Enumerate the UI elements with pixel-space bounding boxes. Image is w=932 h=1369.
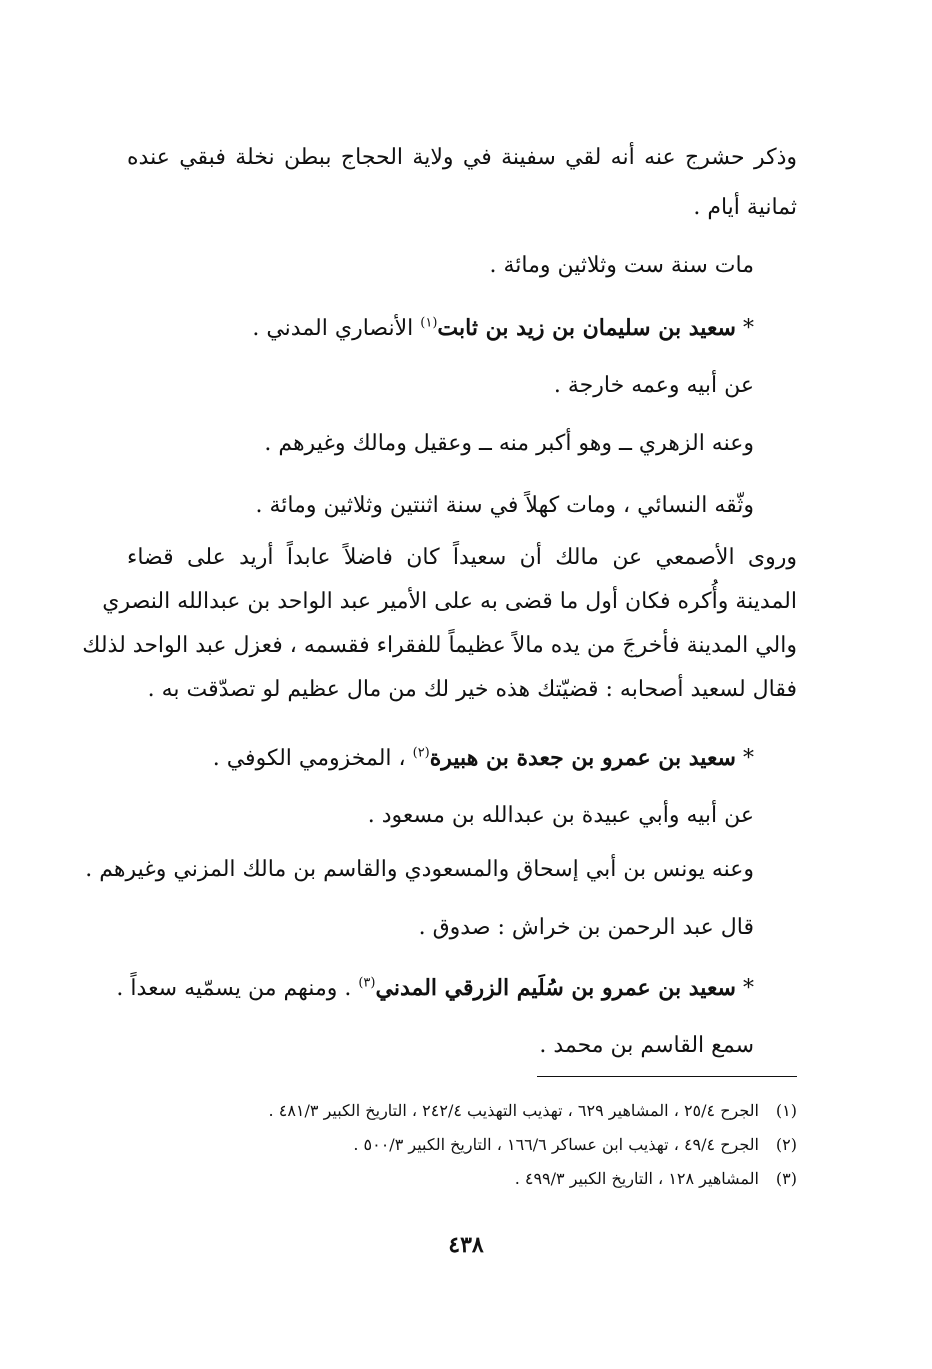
text-line: والي المدينة فأخرجَ من يده مالاً عظيماً للفقراء فقسمه ، فعزل عبد الواحد لذلك	[82, 633, 797, 658]
text-line: وذكر حشرج عنه أنه لقي سفينة في ولاية الحجاج ببطن نخلة فبقي عنده	[127, 145, 797, 170]
entry-heading	[127, 738, 754, 779]
text-line: عن أبيه وأبي عبيدة بن عبدالله بن مسعود .	[367, 803, 754, 828]
footnote-text: الجرح ٤٩/٤ ، تهذيب ابن عساكر ١٦٦/٦ ، التاريخ الكبير ٥٠٠/٣ .	[353, 1135, 759, 1154]
footnote-divider	[537, 1076, 797, 1077]
text-line: قال عبد الرحمن بن خراش : صدوق .	[418, 915, 754, 940]
paragraph-first-line: وروى الأصمعي عن مالك أن سعيداً كان فاضلاً عابداً أريد على قضاء	[127, 545, 797, 570]
text-line: ثمانية أيام .	[693, 195, 797, 220]
footnote	[127, 1166, 797, 1192]
entry-marker: *	[743, 746, 754, 771]
text-line: مات سنة ست وثلاثين ومائة .	[489, 253, 754, 278]
footnote-text: المشاهير ١٢٨ ، التاريخ الكبير ٤٩٩/٣ .	[514, 1169, 759, 1188]
footnote	[127, 1098, 797, 1124]
entry-nisba: الأنصاري المدني .	[252, 316, 421, 341]
text-line: وثّقه النسائي ، ومات كهلاً في سنة اثنتين وثلاثين ومائة .	[255, 493, 754, 518]
entry-nisba: ، المخزومي الكوفي .	[212, 746, 413, 771]
entry-name: سعيد بن عمرو بن سُلَيم الزرقي المدني	[375, 975, 736, 1001]
entry-heading	[116, 968, 754, 1009]
footnote-ref: (٣)	[358, 975, 376, 991]
footnote-number: (٣)	[775, 1169, 797, 1188]
footnote-number: (١)	[775, 1101, 797, 1120]
entry-name: سعيد بن عمرو بن جعدة بن هبيرة	[429, 745, 736, 771]
text-line: وعنه الزهري ــ وهو أكبر منه ــ وعقيل ومالك وغيرهم .	[264, 431, 754, 456]
entry-nisba: . ومنهم من يسمّيه سعداً .	[116, 976, 359, 1001]
entry-marker: *	[743, 976, 754, 1001]
entry-name: سعيد بن سليمان بن زيد بن ثابت	[437, 315, 736, 341]
text-line: وعنه يونس بن أبي إسحاق والمسعودي والقاسم بن مالك المزني وغيرهم .	[85, 857, 754, 882]
entry-heading	[127, 308, 754, 349]
text-line	[127, 538, 797, 578]
page-number: ٤٣٨	[448, 1232, 484, 1258]
text-line: سمع القاسم بن محمد .	[539, 1033, 754, 1058]
text-line: فقال لسعيد أصحابه : قضيّتك هذه خير لك من مال عظيم لو تصدّقت به .	[147, 677, 797, 702]
footnote-ref: (٢)	[412, 745, 430, 761]
footnote	[127, 1132, 797, 1158]
footnote-ref: (١)	[420, 315, 438, 331]
footnote-number: (٢)	[775, 1135, 797, 1154]
footnote-text: الجرح ٢٥/٤ ، المشاهير ٦٢٩ ، تهذيب التهذيب ٢٤٢/٤ ، التاريخ الكبير ٤٨١/٣ .	[268, 1101, 759, 1120]
entry-marker: *	[743, 316, 754, 341]
text-line: عن أبيه وعمه خارجة .	[553, 373, 754, 398]
text-line: المدينة وأُكره فكان أول ما قضى به على الأمير عبد الواحد بن عبدالله النصري	[102, 589, 797, 614]
